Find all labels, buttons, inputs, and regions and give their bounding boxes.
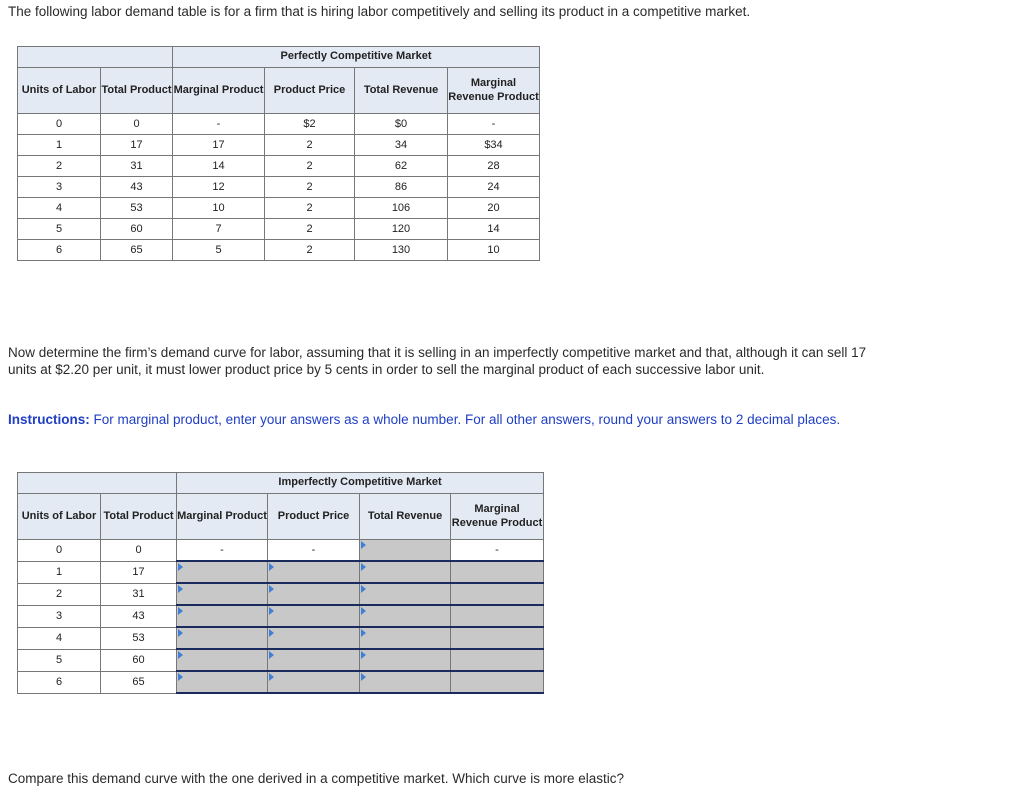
- input-marker-icon: [178, 585, 183, 593]
- cell: 17: [101, 561, 177, 583]
- col-header: Product Price: [265, 68, 355, 114]
- cell: 14: [173, 156, 265, 177]
- cell: 2: [265, 198, 355, 219]
- cell: -: [173, 114, 265, 135]
- marginal-revenue-product-input-row5[interactable]: [451, 649, 544, 671]
- competitive-market-table: [17, 46, 540, 261]
- instructions-label: Instructions:: [8, 412, 90, 427]
- table-row: [18, 177, 540, 198]
- cell: 3: [18, 177, 101, 198]
- input-marker-icon: [178, 673, 183, 681]
- cell: -: [448, 114, 540, 135]
- col-header: Marginal Revenue Product: [448, 68, 540, 114]
- cell: 62: [355, 156, 448, 177]
- col-header: Total Product: [101, 494, 177, 540]
- cell: 5: [173, 240, 265, 261]
- cell: 0: [101, 114, 173, 135]
- cell: 28: [448, 156, 540, 177]
- table-row: [18, 671, 544, 693]
- cell: 17: [173, 135, 265, 156]
- col-header: Total Revenue: [360, 494, 451, 540]
- table-row: [18, 561, 544, 583]
- cell: -: [177, 540, 268, 562]
- input-marker-icon: [269, 607, 274, 615]
- product-price-input-row4[interactable]: [268, 627, 360, 649]
- col-header: Product Price: [268, 494, 360, 540]
- cell: -: [451, 540, 544, 562]
- cell: 120: [355, 219, 448, 240]
- input-marker-icon: [178, 651, 183, 659]
- cell: 6: [18, 671, 101, 693]
- cell: 14: [448, 219, 540, 240]
- cell: 43: [101, 605, 177, 627]
- cell: 31: [101, 156, 173, 177]
- col-header: Units of Labor: [18, 494, 101, 540]
- cell: 17: [101, 135, 173, 156]
- table-row: [18, 135, 540, 156]
- cell: -: [268, 540, 360, 562]
- marginal-revenue-product-input-row6[interactable]: [451, 671, 544, 693]
- cell: 24: [448, 177, 540, 198]
- input-marker-icon: [269, 585, 274, 593]
- intro-text: The following labor demand table is for a firm that is hiring labor competitively and selling its product in a competitive market.: [8, 4, 751, 19]
- marginal-revenue-product-input-row2[interactable]: [451, 583, 544, 605]
- input-marker-icon: [361, 585, 366, 593]
- question-text: Now determine the firm’s demand curve for labor, assuming that it is selling in an imperfectly competitive market and that, although it can sell 17 units at $2.20 per unit, it must lower product price by 5 cents in order to sell the marginal product of each successive labor unit.: [8, 345, 867, 377]
- cell: 10: [173, 198, 265, 219]
- cell: 60: [101, 219, 173, 240]
- instructions: [8, 412, 888, 429]
- total-revenue-input-row6[interactable]: [360, 671, 451, 693]
- marginal-revenue-product-input-row3[interactable]: [451, 605, 544, 627]
- cell: 2: [265, 219, 355, 240]
- cell: 2: [265, 135, 355, 156]
- marginal-product-input-row6[interactable]: [177, 671, 268, 693]
- table-row: [18, 240, 540, 261]
- col-header: Marginal Revenue Product: [451, 494, 544, 540]
- cell: 0: [18, 540, 101, 562]
- input-marker-icon: [361, 541, 366, 549]
- cell: 7: [173, 219, 265, 240]
- cell: 2: [265, 177, 355, 198]
- marginal-product-input-row2[interactable]: [177, 583, 268, 605]
- cell: 34: [355, 135, 448, 156]
- cell: 4: [18, 627, 101, 649]
- cell: 65: [101, 671, 177, 693]
- cell: 43: [101, 177, 173, 198]
- cell: 65: [101, 240, 173, 261]
- product-price-input-row3[interactable]: [268, 605, 360, 627]
- cell: 12: [173, 177, 265, 198]
- cell: 5: [18, 219, 101, 240]
- input-marker-icon: [361, 563, 366, 571]
- marginal-product-input-row3[interactable]: [177, 605, 268, 627]
- table-row: [18, 627, 544, 649]
- cell: 2: [18, 583, 101, 605]
- cell: 0: [18, 114, 101, 135]
- marginal-revenue-product-input-row1[interactable]: [451, 561, 544, 583]
- marginal-product-input-row4[interactable]: [177, 627, 268, 649]
- cell: 5: [18, 649, 101, 671]
- cell: 130: [355, 240, 448, 261]
- total-revenue-input-row0[interactable]: [360, 540, 451, 562]
- cell: 60: [101, 649, 177, 671]
- input-marker-icon: [361, 651, 366, 659]
- total-revenue-input-row5[interactable]: [360, 649, 451, 671]
- total-revenue-input-row3[interactable]: [360, 605, 451, 627]
- total-revenue-input-row2[interactable]: [360, 583, 451, 605]
- cell: 0: [101, 540, 177, 562]
- col-header: Marginal Product: [173, 68, 265, 114]
- cell: 106: [355, 198, 448, 219]
- cell: 2: [265, 240, 355, 261]
- input-marker-icon: [178, 607, 183, 615]
- cell: 53: [101, 627, 177, 649]
- col-header: Units of Labor: [18, 68, 101, 114]
- total-revenue-input-row4[interactable]: [360, 627, 451, 649]
- input-marker-icon: [361, 629, 366, 637]
- cell: 1: [18, 135, 101, 156]
- cell: 6: [18, 240, 101, 261]
- cell: 10: [448, 240, 540, 261]
- cell: 86: [355, 177, 448, 198]
- cell: $0: [355, 114, 448, 135]
- table-row: [18, 219, 540, 240]
- marginal-revenue-product-input-row4[interactable]: [451, 627, 544, 649]
- cell: 3: [18, 605, 101, 627]
- product-price-input-row6[interactable]: [268, 671, 360, 693]
- table-header-blank: [18, 473, 177, 494]
- input-marker-icon: [361, 607, 366, 615]
- table-header-blank: [18, 47, 173, 68]
- input-marker-icon: [361, 673, 366, 681]
- table-caption: Perfectly Competitive Market: [173, 47, 540, 68]
- cell: $2: [265, 114, 355, 135]
- table-row: [18, 114, 540, 135]
- product-price-input-row2[interactable]: [268, 583, 360, 605]
- product-price-input-row1[interactable]: [268, 561, 360, 583]
- marginal-product-input-row5[interactable]: [177, 649, 268, 671]
- followup-question: Compare this demand curve with the one derived in a competitive market. Which curve is more elastic?: [8, 771, 625, 786]
- table-caption: Imperfectly Competitive Market: [177, 473, 544, 494]
- col-header: Total Revenue: [355, 68, 448, 114]
- cell: 2: [18, 156, 101, 177]
- table-row: [18, 156, 540, 177]
- total-revenue-input-row1[interactable]: [360, 561, 451, 583]
- product-price-input-row5[interactable]: [268, 649, 360, 671]
- table-row: [18, 649, 544, 671]
- input-marker-icon: [269, 673, 274, 681]
- input-marker-icon: [178, 629, 183, 637]
- cell: 2: [265, 156, 355, 177]
- input-marker-icon: [269, 629, 274, 637]
- instructions-text: For marginal product, enter your answers as a whole number. For all other answers, round your answers to 2 decimal places.: [89, 412, 841, 427]
- cell: 1: [18, 561, 101, 583]
- cell: 20: [448, 198, 540, 219]
- input-marker-icon: [178, 563, 183, 571]
- marginal-product-input-row1[interactable]: [177, 561, 268, 583]
- cell: $34: [448, 135, 540, 156]
- table-row: [18, 605, 544, 627]
- table-row: [18, 540, 544, 562]
- col-header: Total Product: [101, 68, 173, 114]
- cell: 53: [101, 198, 173, 219]
- imperfect-market-table: [17, 472, 544, 694]
- col-header: Marginal Product: [177, 494, 268, 540]
- input-marker-icon: [269, 651, 274, 659]
- table-row: [18, 198, 540, 219]
- table-row: [18, 583, 544, 605]
- input-marker-icon: [269, 563, 274, 571]
- cell: 4: [18, 198, 101, 219]
- cell: 31: [101, 583, 177, 605]
